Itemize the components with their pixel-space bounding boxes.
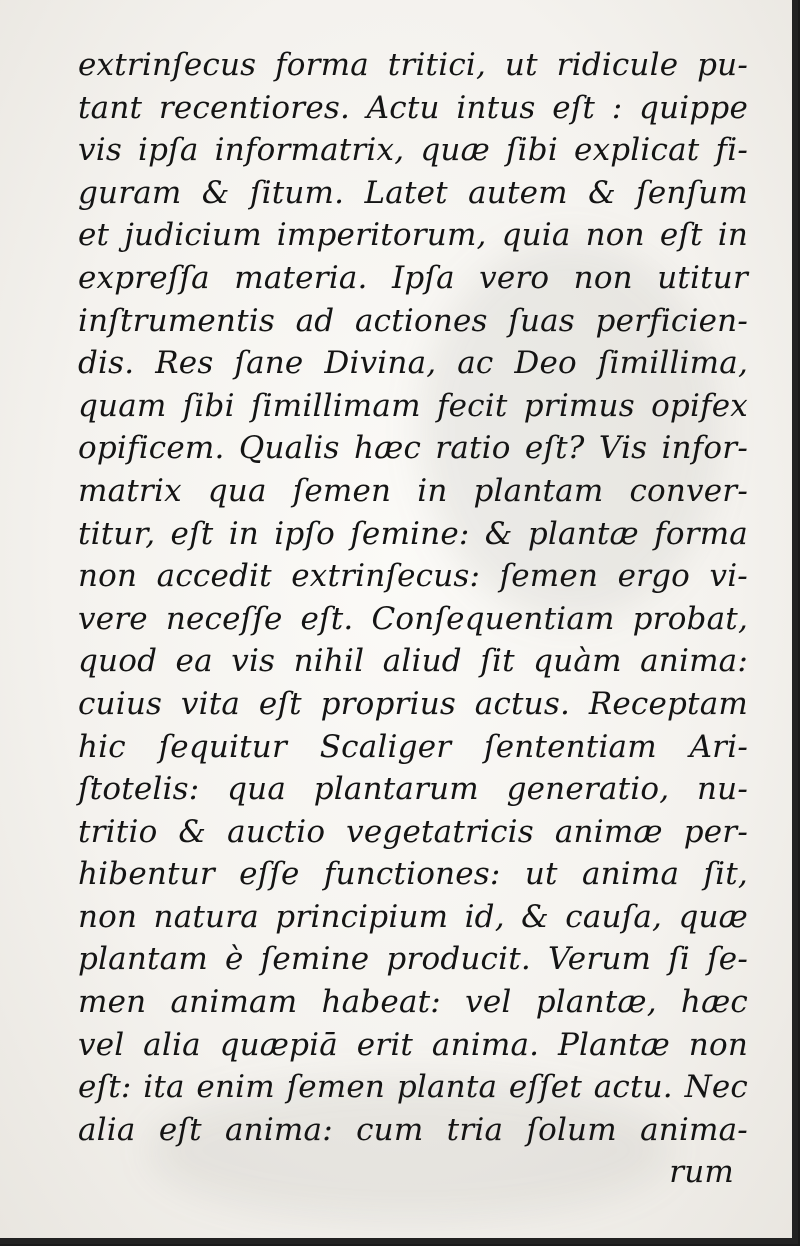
text-line: matrix qua ſemen in plantam conver- (78, 472, 748, 509)
text-line: hic ſequitur Scaliger ſententiam Ari- (78, 728, 748, 765)
text-line: et judicium imperitorum, quia non eſt in (78, 217, 748, 254)
text-line: cuius vita eſt proprius actus. Receptam (78, 685, 748, 722)
text-line: tritio & auctio vegetatricis animæ per- (78, 813, 748, 850)
text-line: non accedit extrinſecus: ſemen ergo vi- (78, 558, 748, 595)
text-line: quam ſibi ſimillimam fecit primus opifex (78, 387, 748, 424)
text-line: tant recentiores. Actu intus eſt : quippe (78, 89, 748, 126)
text-line: titur, eſt in ipſo ſemine: & plantæ forma (78, 515, 748, 552)
text-line: expreſſa materia. Ipſa vero non utitur (78, 259, 748, 296)
text-line: vere neceſſe eſt. Conſequentiam probat, (78, 600, 748, 637)
text-line: plantam è ſemine producit. Verum ſi ſe- (78, 941, 748, 978)
text-line: alia eſt anima: cum tria ſolum anima- (78, 1111, 748, 1148)
text-line: vel alia quæpiā erit anima. Plantæ non (78, 1026, 748, 1063)
catchword: rum (669, 1154, 734, 1191)
text-line: vis ipſa informatrix, quæ ſibi explicat fi- (78, 132, 748, 169)
text-line: dis. Res ſane Divina, ac Deo ſimillima, (78, 345, 748, 382)
text-line: quod ea vis nihil aliud ſit quàm anima: (78, 643, 748, 680)
body-text (78, 44, 748, 1194)
text-line: men animam habeat: vel plantæ, hæc (78, 984, 748, 1021)
text-line: guram & ſitum. Latet autem & ſenſum (78, 174, 748, 211)
text-line: ſtotelis: qua plantarum generatio, nu- (78, 771, 748, 808)
text-line: eſt: ita enim ſemen planta eſſet actu. Nec (78, 1069, 748, 1106)
text-line: extrinſecus forma tritici, ut ridicule pu- (78, 47, 748, 83)
text-line: non natura principium id, & cauſa, quæ (78, 898, 748, 935)
text-line: opificem. Qualis hæc ratio eſt? Vis infor- (78, 430, 748, 467)
text-line: inſtrumentis ad actiones ſuas perficien- (78, 302, 748, 339)
text-line: hibentur eſſe functiones: ut anima ſit, (78, 856, 748, 893)
